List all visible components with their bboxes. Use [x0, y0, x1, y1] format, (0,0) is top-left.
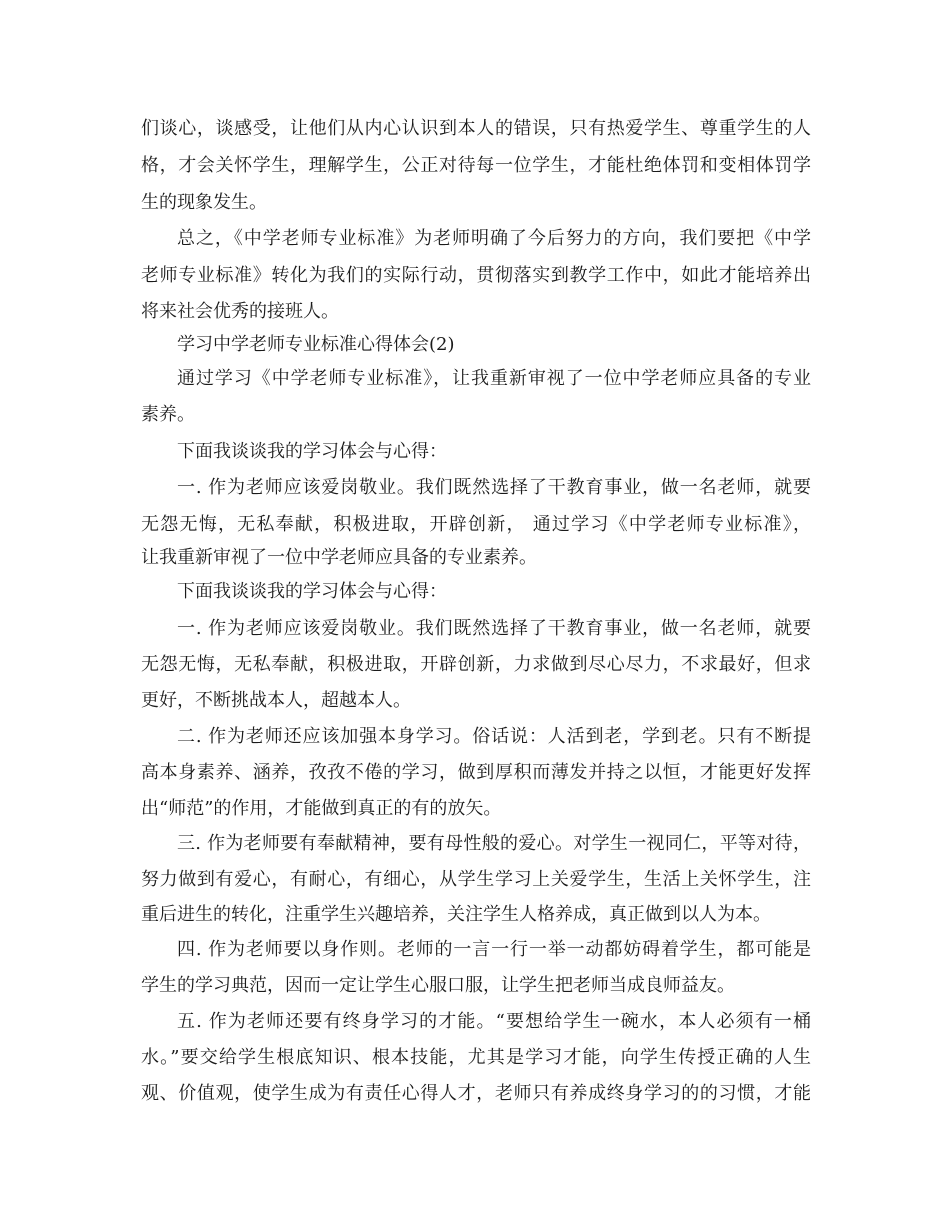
text-line: 重后进生的转化，注重学生兴趣培养，关注学生人格养成，真正做到以人为本。 [141, 904, 771, 925]
text-line: 通过学习《中学老师专业标准》，让我重新审视了一位中学老师应具备的专业 [177, 368, 811, 389]
text-line: 无怨无悔，无私奉献，积极进取，开辟创新，力求做到尽心尽力，不求最好，但求 [141, 654, 811, 675]
text-line: 一. 作为老师应该爱岗敬业。我们既然选择了干教育事业，做一名老师，就要 [177, 618, 811, 639]
text-line: 格，才会关怀学生，理解学生，公正对待每一位学生，才能杜绝体罚和变相体罚学 [141, 155, 811, 176]
text-line: 高本身素养、涵养，孜孜不倦的学习，做到厚积而薄发并持之以恒，才能更好发挥 [141, 762, 811, 783]
text-line: 生的现象发生。 [141, 192, 267, 213]
text-line: 四. 作为老师要以身作则。老师的一言一行一举一动都妨碍着学生，都可能是 [177, 939, 811, 960]
text-line: 更好，不断挑战本人，超越本人。 [141, 690, 411, 711]
text-line: 下面我谈谈我的学习体会与心得： [177, 441, 447, 462]
text-line: 们谈心，谈感受，让他们从内心认识到本人的错误，只有热爱学生、尊重学生的人 [141, 118, 811, 139]
text-line: 学生的学习典范，因而一定让学生心服口服，让学生把老师当成良师益友。 [141, 975, 735, 996]
text-line: 水。”要交给学生根底知识、根本技能，尤其是学习才能，向学生传授正确的人生 [141, 1047, 811, 1068]
text-line: 观、价值观，使学生成为有责任心得人才，老师只有养成终身学习的的习惯，才能 [141, 1083, 811, 1104]
text-line: 让我重新审视了一位中学老师应具备的专业素养。 [141, 547, 537, 568]
text-line: 出“师范”的作用，才能做到真正的有的放矢。 [141, 798, 502, 819]
text-line: 二. 作为老师还应该加强本身学习。俗话说：人活到老，学到老。只有不断提 [177, 726, 811, 747]
text-line: 一. 作为老师应该爱岗敬业。我们既然选择了干教育事业，做一名老师，就要 [177, 477, 811, 498]
text-line: 三. 作为老师要有奉献精神，要有母性般的爱心。对学生一视同仁，平等对待， [177, 833, 811, 854]
text-line: 无怨无悔，无私奉献，积极进取，开辟创新， 通过学习《中学老师专业标准》， [141, 514, 811, 535]
text-line: 老师专业标准》转化为我们的实际行动，贯彻落实到教学工作中，如此才能培养出 [141, 265, 811, 286]
text-line: 将来社会优秀的接班人。 [141, 301, 339, 322]
text-line: 素养。 [141, 404, 195, 425]
text-line: 五. 作为老师还要有终身学习的才能。“要想给学生一碗水，本人必须有一桶 [177, 1011, 811, 1032]
text-line: 下面我谈谈我的学习体会与心得： [177, 581, 447, 602]
text-line: 努力做到有爱心，有耐心，有细心，从学生学习上关爱学生，生活上关怀学生，注 [141, 869, 811, 890]
text-line: 总之，《中学老师专业标准》为老师明确了今后努力的方向，我们要把《中学 [177, 228, 811, 249]
section-heading: 学习中学老师专业标准心得体会(2) [177, 334, 455, 355]
